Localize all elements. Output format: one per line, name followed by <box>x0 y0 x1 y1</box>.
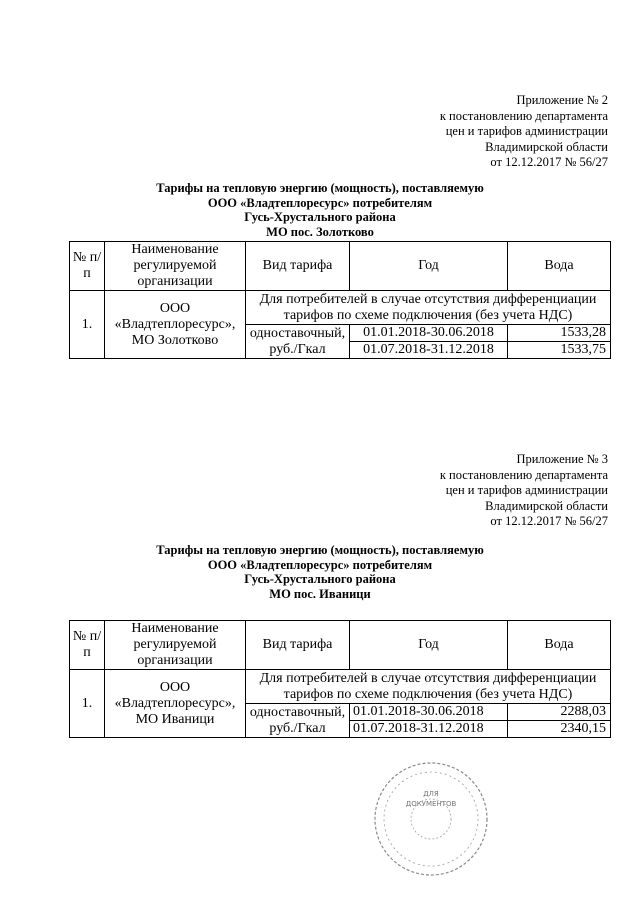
row-number: 1. <box>70 291 105 359</box>
official-stamp <box>372 760 490 878</box>
title-line: Тарифы на тепловую энергию (мощность), поставляемую <box>156 181 484 195</box>
title-line: ООО «Владтеплоресурс» потребителям <box>207 557 433 572</box>
appendix-header-3 <box>368 452 608 530</box>
title-line: Гусь-Хрустального района <box>244 572 396 586</box>
org-name: ООО «Владтеплоресурс», МО Иваници <box>105 670 246 738</box>
appendix-reference: цен и тарифов администрации <box>445 483 608 497</box>
water-value: 1533,75 <box>508 342 611 359</box>
org-name: ООО «Владтеплоресурс», МО Золотково <box>105 291 246 359</box>
tariff-table-3 <box>69 620 611 738</box>
title-line: МО пос. Иваници <box>269 586 371 601</box>
title-line: Тарифы на тепловую энергию (мощность), поставляемую <box>156 543 484 557</box>
water-value: 2340,15 <box>508 721 611 738</box>
tariff-type <box>246 704 350 738</box>
appendix-reference: к постановлению департамента <box>439 467 608 482</box>
consumer-group-header: Для потребителей в случае отсутствия дифференциации тарифов по схеме подключения (без учета НДС) <box>246 291 611 325</box>
title-line: МО пос. Золотково <box>266 224 374 239</box>
header-year: Год <box>350 242 508 291</box>
appendix-date: от 12.12.2017 № 56/27 <box>490 514 608 528</box>
consumer-group-header: Для потребителей в случае отсутствия дифференциации тарифов по схеме подключения (без учета НДС) <box>246 670 611 704</box>
appendix-reference: цен и тарифов администрации <box>445 124 608 138</box>
tariff-table-2 <box>69 241 611 359</box>
header-year: Год <box>350 621 508 670</box>
tariff-type-line: одноставочный, <box>249 325 346 341</box>
period-cell: 01.01.2018-30.06.2018 <box>350 704 508 721</box>
stamp-text: ДЛЯ <box>423 790 439 798</box>
table-header-row <box>70 621 611 670</box>
table-header-row <box>70 242 611 291</box>
appendix-header-2 <box>368 93 608 171</box>
header-water: Вода <box>508 621 611 670</box>
water-value: 1533,28 <box>508 325 611 342</box>
tariff-title-2 <box>0 181 640 239</box>
appendix-reference: Владимирской области <box>485 498 608 513</box>
stamp-text: ДОКУМЕНТОВ <box>405 800 457 808</box>
header-tariff-type: Вид тарифа <box>246 242 350 291</box>
header-org: Наименование регулируемой организации <box>105 242 246 291</box>
row-number: 1. <box>70 670 105 738</box>
header-org: Наименование регулируемой организации <box>105 621 246 670</box>
header-num: № п/п <box>70 621 105 670</box>
table-row <box>70 291 611 325</box>
appendix-date: от 12.12.2017 № 56/27 <box>490 155 608 169</box>
header-tariff-type: Вид тарифа <box>246 621 350 670</box>
title-line: Гусь-Хрустального района <box>244 210 396 224</box>
appendix-number: Приложение № 3 <box>516 452 608 466</box>
tariff-type-unit: руб./Гкал <box>269 720 326 736</box>
tariff-title-3 <box>0 543 640 601</box>
header-num: № п/п <box>70 242 105 291</box>
period-cell: 01.07.2018-31.12.2018 <box>350 342 508 359</box>
stamp-outer-ring <box>375 763 487 875</box>
appendix-reference: Владимирской области <box>485 139 608 154</box>
tariff-type-line: одноставочный, <box>249 704 346 720</box>
table-row <box>70 670 611 704</box>
header-water: Вода <box>508 242 611 291</box>
tariff-type <box>246 325 350 359</box>
stamp-inner-ring <box>384 772 478 866</box>
appendix-number: Приложение № 2 <box>516 93 608 107</box>
tariff-type-unit: руб./Гкал <box>269 341 326 357</box>
water-value: 2288,03 <box>508 704 611 721</box>
title-line: ООО «Владтеплоресурс» потребителям <box>207 195 433 210</box>
period-cell: 01.07.2018-31.12.2018 <box>350 721 508 738</box>
period-cell: 01.01.2018-30.06.2018 <box>350 325 508 342</box>
appendix-reference: к постановлению департамента <box>439 108 608 123</box>
